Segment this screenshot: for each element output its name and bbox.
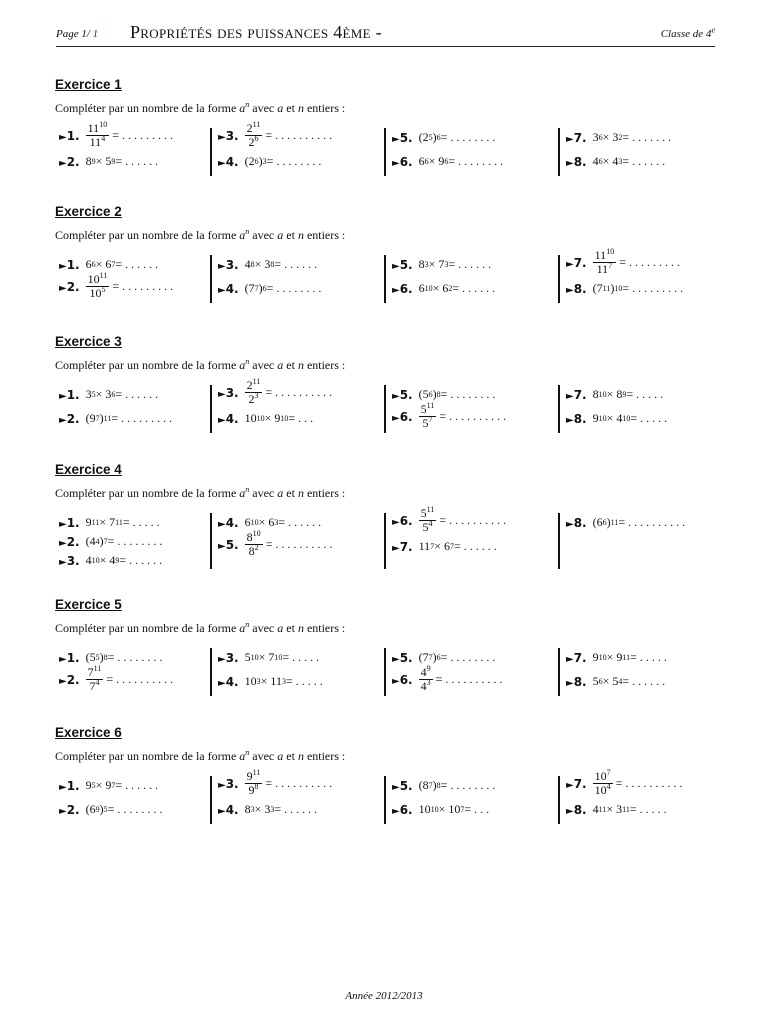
item-number: 3. xyxy=(225,650,239,665)
item-expression: 11 7 × 6 7 = . . . . . . xyxy=(418,539,497,553)
exercise-item xyxy=(566,130,671,145)
item-expression: 5 6 × 5 4 = . . . . . . xyxy=(592,674,666,688)
item-number: 8. xyxy=(573,674,587,689)
exercise-item xyxy=(59,411,172,426)
exercise-item xyxy=(566,802,667,817)
fraction: $\frac{9^{11}}{9^8}$ xyxy=(246,768,261,797)
item-number: 2. xyxy=(66,279,80,294)
item-number: 4. xyxy=(225,515,239,530)
item-number: 6. xyxy=(399,672,413,687)
item-number: 2. xyxy=(66,802,80,817)
item-expression: $\frac{11^{10}}{11^7}$ = . . . . . . . . . xyxy=(594,247,680,276)
footer-year: Année 2012/2013 xyxy=(345,990,423,1002)
triangle-marker-icon: ►2. xyxy=(59,672,80,687)
item-column xyxy=(55,120,215,176)
triangle-marker-icon: ►8. xyxy=(566,411,587,426)
item-expression: 8 3 × 3 3 = . . . . . . xyxy=(244,802,318,816)
exercise-instruction: Compléter par un nombre de la forme $a^n$ avec a et n entiers : xyxy=(55,100,346,115)
exercise-item xyxy=(218,379,332,406)
exercise-item xyxy=(392,257,491,272)
item-number: 1. xyxy=(66,515,80,530)
triangle-marker-icon: ►1. xyxy=(59,515,80,530)
item-column xyxy=(384,776,546,824)
item-expression: 10 10 × 10 7 = . . . xyxy=(418,802,490,816)
triangle-marker-icon: ►5. xyxy=(392,650,413,665)
triangle-marker-icon: ►6. xyxy=(392,154,413,169)
triangle-marker-icon: ►6. xyxy=(392,513,413,528)
triangle-marker-icon: ►8. xyxy=(566,674,587,689)
item-expression: (4 4 ) 7 = . . . . . . . . xyxy=(85,534,163,548)
triangle-marker-icon: ►3. xyxy=(218,650,239,665)
item-number: 2. xyxy=(66,534,80,549)
exercise-items xyxy=(55,505,715,569)
exercise-item xyxy=(59,534,162,549)
item-number: 2. xyxy=(66,672,80,687)
exercise-item xyxy=(566,770,682,797)
triangle-marker-icon: ►2. xyxy=(59,154,80,169)
item-number: 5. xyxy=(399,778,413,793)
exercise-items xyxy=(55,768,715,824)
item-number: 4. xyxy=(225,154,239,169)
item-number: 5. xyxy=(399,387,413,402)
exercise-item xyxy=(566,674,665,689)
exercise-title: Exercice 3 xyxy=(55,334,122,349)
exercise-item xyxy=(59,802,162,817)
item-number: 8. xyxy=(573,411,587,426)
exercise-item xyxy=(59,515,160,530)
page-label: Page 1/ xyxy=(56,28,90,40)
triangle-marker-icon: ►6. xyxy=(392,672,413,687)
exercise-item xyxy=(566,387,663,402)
triangle-marker-icon: ►6. xyxy=(392,409,413,424)
item-number: 6. xyxy=(399,154,413,169)
exercise-item xyxy=(392,539,497,554)
exercise-item xyxy=(218,531,332,558)
exercise-items xyxy=(55,247,715,303)
exercise-items xyxy=(55,120,715,176)
exercise-title: Exercice 6 xyxy=(55,725,122,740)
fraction: $\frac{7^{11}}{7^4}$ xyxy=(87,664,102,693)
item-expression: $\frac{2^{11}}{2^6}$ = . . . . . . . . . . xyxy=(246,120,333,149)
triangle-marker-icon: ►7. xyxy=(566,255,587,270)
exercise-item xyxy=(218,674,323,689)
item-number: 5. xyxy=(399,130,413,145)
class-label: Classe de 4e xyxy=(660,25,715,40)
triangle-marker-icon: ►7. xyxy=(566,387,587,402)
item-number: 7. xyxy=(573,130,587,145)
item-number: 4. xyxy=(225,674,239,689)
triangle-marker-icon: ►3. xyxy=(218,776,239,791)
exercise-item xyxy=(59,778,158,793)
item-expression: 5 10 × 7 10 = . . . . . xyxy=(244,650,320,664)
item-column xyxy=(558,648,720,696)
item-number: 4. xyxy=(225,802,239,817)
exercise-item xyxy=(566,154,665,169)
exercise-item xyxy=(392,130,495,145)
item-number: 3. xyxy=(225,128,239,143)
item-column xyxy=(384,128,546,176)
item-number: 2. xyxy=(66,154,80,169)
item-column xyxy=(210,768,372,824)
exercise-item xyxy=(566,411,667,426)
fraction: $\frac{10^7}{10^4}$ xyxy=(594,768,611,797)
item-number: 4. xyxy=(225,281,239,296)
item-column xyxy=(55,648,215,696)
item-expression: $\frac{11^{10}}{11^4}$ = . . . . . . . . . xyxy=(87,120,173,149)
exercise-item xyxy=(59,650,162,665)
item-expression: $\frac{2^{11}}{2^3}$ = . . . . . . . . . . xyxy=(246,377,333,406)
item-column xyxy=(210,648,372,696)
exercise-item xyxy=(59,666,173,693)
exercise-item xyxy=(59,387,158,402)
item-expression: 4 11 × 3 11 = . . . . . xyxy=(592,802,667,816)
item-number: 3. xyxy=(225,385,239,400)
item-column xyxy=(55,255,215,303)
triangle-marker-icon: ►4. xyxy=(218,515,239,530)
exercise-item xyxy=(218,257,317,272)
item-expression: 9 10 × 4 10 = . . . . . xyxy=(592,411,668,425)
exercise-item xyxy=(392,666,502,693)
fraction: $\frac{11^{10}}{11^7}$ xyxy=(594,247,615,276)
exercise-item xyxy=(218,515,321,530)
exercise-item xyxy=(218,154,321,169)
item-expression: (5 5 ) 8 = . . . . . . . . xyxy=(85,650,163,664)
triangle-marker-icon: ►5. xyxy=(218,537,239,552)
item-number: 1. xyxy=(66,257,80,272)
page-total-link[interactable]: 1 xyxy=(92,28,99,40)
fraction: $\frac{11^{10}}{11^4}$ xyxy=(87,120,108,149)
item-number: 6. xyxy=(399,802,413,817)
item-column xyxy=(558,768,720,824)
item-column xyxy=(558,513,720,569)
exercise-title: Exercice 2 xyxy=(55,204,122,219)
item-column xyxy=(384,385,546,433)
item-expression: (7 11 ) 10 = . . . . . . . . . xyxy=(592,281,684,295)
triangle-marker-icon: ►4. xyxy=(218,802,239,817)
item-column xyxy=(55,776,215,824)
item-expression: $\frac{9^{11}}{9^8}$ = . . . . . . . . . . xyxy=(246,768,333,797)
triangle-marker-icon: ►5. xyxy=(392,130,413,145)
triangle-marker-icon: ►2. xyxy=(59,534,80,549)
item-expression: (2 6 ) 3 = . . . . . . . . xyxy=(244,154,322,168)
triangle-marker-icon: ►2. xyxy=(59,802,80,817)
fraction: $\frac{2^{11}}{2^6}$ xyxy=(246,120,261,149)
item-expression: 3 6 × 3 2 = . . . . . . . xyxy=(592,130,672,144)
item-expression: 6 10 × 6 3 = . . . . . . xyxy=(244,515,322,529)
triangle-marker-icon: ►2. xyxy=(59,411,80,426)
triangle-marker-icon: ►8. xyxy=(566,154,587,169)
exercise-instruction: Compléter par un nombre de la forme $a^n$ avec a et n entiers : xyxy=(55,357,346,372)
item-number: 1. xyxy=(66,778,80,793)
item-expression: (6 6 ) 11 = . . . . . . . . . . xyxy=(592,515,686,529)
triangle-marker-icon: ►4. xyxy=(218,154,239,169)
triangle-marker-icon: ►1. xyxy=(59,778,80,793)
triangle-marker-icon: ►3. xyxy=(218,128,239,143)
item-number: 7. xyxy=(573,776,587,791)
triangle-marker-icon: ►8. xyxy=(566,802,587,817)
item-column xyxy=(558,385,720,433)
item-number: 5. xyxy=(225,537,239,552)
item-number: 8. xyxy=(573,802,587,817)
triangle-marker-icon: ►7. xyxy=(566,776,587,791)
item-number: 3. xyxy=(225,257,239,272)
item-column xyxy=(558,247,720,303)
item-number: 2. xyxy=(66,411,80,426)
triangle-marker-icon: ►5. xyxy=(392,387,413,402)
item-expression: (7 7 ) 6 = . . . . . . . . xyxy=(418,650,496,664)
triangle-marker-icon: ►1. xyxy=(59,128,80,143)
fraction: $\frac{10^{11}}{10^5}$ xyxy=(87,271,108,300)
item-expression: 6 10 × 6 2 = . . . . . . xyxy=(418,281,496,295)
triangle-marker-icon: ►5. xyxy=(392,778,413,793)
triangle-marker-icon: ►7. xyxy=(566,650,587,665)
item-expression: (7 7 ) 6 = . . . . . . . . xyxy=(244,281,322,295)
exercise-instruction: Compléter par un nombre de la forme $a^n$ avec a et n entiers : xyxy=(55,748,346,763)
exercise-item xyxy=(218,281,321,296)
item-expression: 3 5 × 3 6 = . . . . . . xyxy=(85,387,159,401)
item-expression: 10 3 × 11 3 = . . . . . xyxy=(244,674,323,688)
fraction: $\frac{2^{11}}{2^3}$ xyxy=(246,377,261,406)
triangle-marker-icon: ►6. xyxy=(392,802,413,817)
item-expression: 4 6 × 4 3 = . . . . . . xyxy=(592,154,666,168)
exercise-item xyxy=(392,403,506,430)
page-title: Propriétés des puissances 4ème - xyxy=(130,22,382,42)
exercise-title: Exercice 1 xyxy=(55,77,122,92)
triangle-marker-icon: ►1. xyxy=(59,650,80,665)
item-number: 6. xyxy=(399,513,413,528)
item-number: 5. xyxy=(399,650,413,665)
item-expression: 4 8 × 3 8 = . . . . . . xyxy=(244,257,318,271)
item-number: 1. xyxy=(66,387,80,402)
item-expression: (2 5 ) 6 = . . . . . . . . xyxy=(418,130,496,144)
exercise-item xyxy=(392,281,495,296)
exercise-item xyxy=(392,387,495,402)
item-number: 3. xyxy=(66,553,80,568)
item-expression: $\frac{10^7}{10^4}$ = . . . . . . . . . . xyxy=(594,768,683,797)
item-expression: $\frac{7^{11}}{7^4}$ = . . . . . . . . . . xyxy=(87,664,174,693)
item-expression: 9 11 × 7 11 = . . . . . xyxy=(85,515,160,529)
item-expression: 6 6 × 9 6 = . . . . . . . . xyxy=(418,154,504,168)
exercise-items xyxy=(55,648,715,696)
triangle-marker-icon: ►1. xyxy=(59,257,80,272)
page-header xyxy=(56,20,715,47)
exercise-instruction: Compléter par un nombre de la forme $a^n$ avec a et n entiers : xyxy=(55,227,346,242)
fraction: $\frac{8^{10}}{8^2}$ xyxy=(246,529,261,558)
item-number: 4. xyxy=(225,411,239,426)
exercise-item xyxy=(566,515,685,530)
item-number: 7. xyxy=(399,539,413,554)
item-number: 7. xyxy=(573,650,587,665)
triangle-marker-icon: ►4. xyxy=(218,411,239,426)
item-number: 6. xyxy=(399,409,413,424)
item-number: 7. xyxy=(573,387,587,402)
exercise-item xyxy=(59,553,162,568)
exercise-item xyxy=(566,650,667,665)
exercise-item xyxy=(59,273,173,300)
exercise-item xyxy=(392,154,503,169)
exercise-item xyxy=(392,802,489,817)
item-number: 1. xyxy=(66,650,80,665)
item-column xyxy=(384,648,546,696)
item-expression: $\frac{8^{10}}{8^2}$ = . . . . . . . . . . xyxy=(246,529,333,558)
exercise-item xyxy=(59,122,173,149)
fraction: $\frac{4^9}{4^3}$ xyxy=(420,664,431,693)
item-number: 5. xyxy=(399,257,413,272)
triangle-marker-icon: ►7. xyxy=(392,539,413,554)
exercise-item xyxy=(59,154,158,169)
exercise-item xyxy=(218,650,319,665)
item-column xyxy=(384,255,546,303)
triangle-marker-icon: ►1. xyxy=(59,387,80,402)
triangle-marker-icon: ►6. xyxy=(392,281,413,296)
exercise-item xyxy=(392,650,495,665)
exercise-title: Exercice 5 xyxy=(55,597,122,612)
triangle-marker-icon: ►4. xyxy=(218,281,239,296)
triangle-marker-icon: ►8. xyxy=(566,281,587,296)
item-expression: 4 10 × 4 9 = . . . . . . xyxy=(85,553,163,567)
item-column xyxy=(210,513,372,569)
exercise-item xyxy=(218,122,332,149)
item-expression: 8 3 × 7 3 = . . . . . . xyxy=(418,257,492,271)
triangle-marker-icon: ►7. xyxy=(566,130,587,145)
exercise-instruction: Compléter par un nombre de la forme $a^n$ avec a et n entiers : xyxy=(55,620,346,635)
item-expression: 9 10 × 9 11 = . . . . . xyxy=(592,650,667,664)
exercise-title: Exercice 4 xyxy=(55,462,122,477)
item-number: 8. xyxy=(573,154,587,169)
item-expression: (8 7 ) 8 = . . . . . . . . xyxy=(418,778,496,792)
triangle-marker-icon: ►5. xyxy=(392,257,413,272)
item-expression: 6 6 × 6 7 = . . . . . . xyxy=(85,257,159,271)
item-column xyxy=(384,505,546,569)
item-expression: $\frac{10^{11}}{10^5}$ = . . . . . . . . . xyxy=(87,271,174,300)
item-expression: 9 5 × 9 7 = . . . . . . xyxy=(85,778,159,792)
triangle-marker-icon: ►3. xyxy=(59,553,80,568)
item-number: 6. xyxy=(399,281,413,296)
item-number: 3. xyxy=(225,776,239,791)
exercise-item xyxy=(218,411,313,426)
item-expression: $\frac{5^{11}}{5^7}$ = . . . . . . . . . . xyxy=(420,401,507,430)
triangle-marker-icon: ►2. xyxy=(59,279,80,294)
item-expression: 8 9 × 5 9 = . . . . . . xyxy=(85,154,159,168)
exercise-item xyxy=(566,249,680,276)
item-column xyxy=(210,120,372,176)
item-expression: (5 6 ) 8 = . . . . . . . . xyxy=(418,387,496,401)
exercise-item xyxy=(218,770,332,797)
exercise-item xyxy=(59,257,158,272)
item-expression: 8 10 × 8 9 = . . . . . xyxy=(592,387,664,401)
exercise-item xyxy=(566,281,683,296)
item-column xyxy=(558,128,720,176)
item-column xyxy=(210,255,372,303)
item-number: 1. xyxy=(66,128,80,143)
item-expression: $\frac{5^{11}}{5^4}$ = . . . . . . . . . . xyxy=(420,505,507,534)
item-expression: (9 7 ) 11 = . . . . . . . . . xyxy=(85,411,173,425)
exercise-instruction: Compléter par un nombre de la forme $a^n$ avec a et n entiers : xyxy=(55,485,346,500)
fraction: $\frac{5^{11}}{5^7}$ xyxy=(420,401,435,430)
item-expression: $\frac{4^9}{4^3}$ = . . . . . . . . . . xyxy=(420,664,503,693)
triangle-marker-icon: ►3. xyxy=(218,257,239,272)
item-expression: 10 10 × 9 10 = . . . xyxy=(244,411,314,425)
item-number: 8. xyxy=(573,515,587,530)
page-indicator xyxy=(56,28,98,40)
item-column xyxy=(210,377,372,433)
triangle-marker-icon: ►8. xyxy=(566,515,587,530)
item-number: 8. xyxy=(573,281,587,296)
item-number: 7. xyxy=(573,255,587,270)
exercise-item xyxy=(392,778,495,793)
triangle-marker-icon: ►3. xyxy=(218,385,239,400)
fraction: $\frac{5^{11}}{5^4}$ xyxy=(420,505,435,534)
item-column xyxy=(55,513,215,569)
item-expression: (6 9 ) 5 = . . . . . . . . xyxy=(85,802,163,816)
exercise-item xyxy=(392,507,506,534)
item-column xyxy=(55,385,215,433)
triangle-marker-icon: ►4. xyxy=(218,674,239,689)
exercise-items xyxy=(55,377,715,433)
exercise-item xyxy=(218,802,317,817)
